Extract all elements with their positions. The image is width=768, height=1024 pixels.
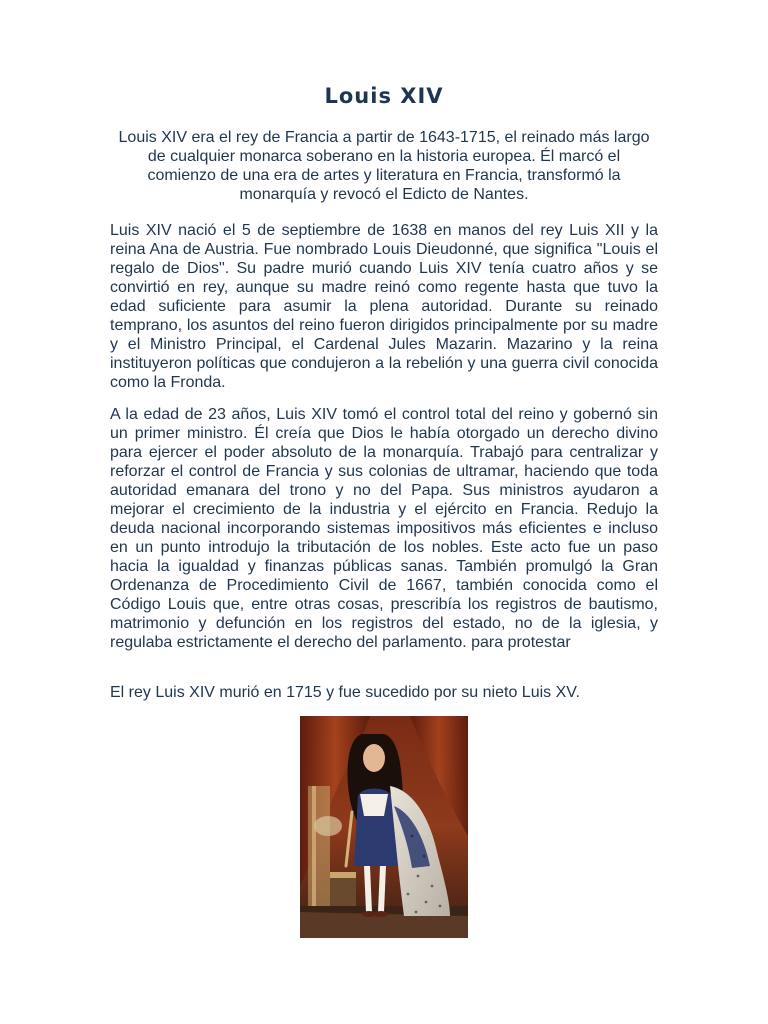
body-paragraph-1: Luis XIV nació el 5 de septiembre de 1638 en manos del rey Luis XII y la reina Ana de Austria. Fue nombrado Louis Dieudonné, que significa "Louis el regalo de Dios". Su padre murió cuando Luis XIV tenía cuatro años y se convirtió en rey, aunque su madre reinó como regente hasta que tuvo la edad suficiente para asumir la plena autoridad. Durante su reinado temprano, los asuntos del reino fueron dirigidos principalmente por su madre y el Ministro Principal, el Cardenal Jules Mazarin. Mazarino y la reina instituyeron políticas que condujeron a la rebelión y una guerra civil conocida como la Fronda. [110,222,658,391]
portrait-image [300,716,468,938]
page-title: Louis XIV [324,84,444,108]
intro-paragraph: Louis XIV era el rey de Francia a partir de 1643-1715, el reinado más largo de cualquier monarca soberano en la historia europea. Él marcó el comienzo de una era de artes y literatura en Francia, transformó la monarquía y revocó el Edicto de Nantes. [118,129,650,203]
portrait-illustration [300,716,468,938]
body-paragraph-3: El rey Luis XIV murió en 1715 y fue sucedido por su nieto Luis XV. [110,684,580,701]
body-paragraph-2: A la edad de 23 años, Luis XIV tomó el control total del reino y gobernó sin un primer ministro. Él creía que Dios le había otorgado un derecho divino para ejercer el poder absoluto de la monarquía. Trabajó para centralizar y reforzar el control de Francia y sus colonias de ultramar, haciendo que toda autoridad emanara del trono y no del Papa. Sus ministros ayudaron a mejorar el crecimiento de la industria y el ejército en Francia. Redujo la deuda nacional incorporando sistemas impositivos más eficientes e incluso en un punto introdujo la tributación de los nobles. Este acto fue un paso hacia la igualdad y finanzas públicas sanas. También promulgó la Gran Ordenanza de Procedimiento Civil de 1667, también conocida como el Código Louis que, entre otras cosas, prescribía los registros de bautismo, matrimonio y defunción en los registros del estado, no de la iglesia, y regulaba estrictamente el derecho del parlamento. para protestar [110,406,658,651]
